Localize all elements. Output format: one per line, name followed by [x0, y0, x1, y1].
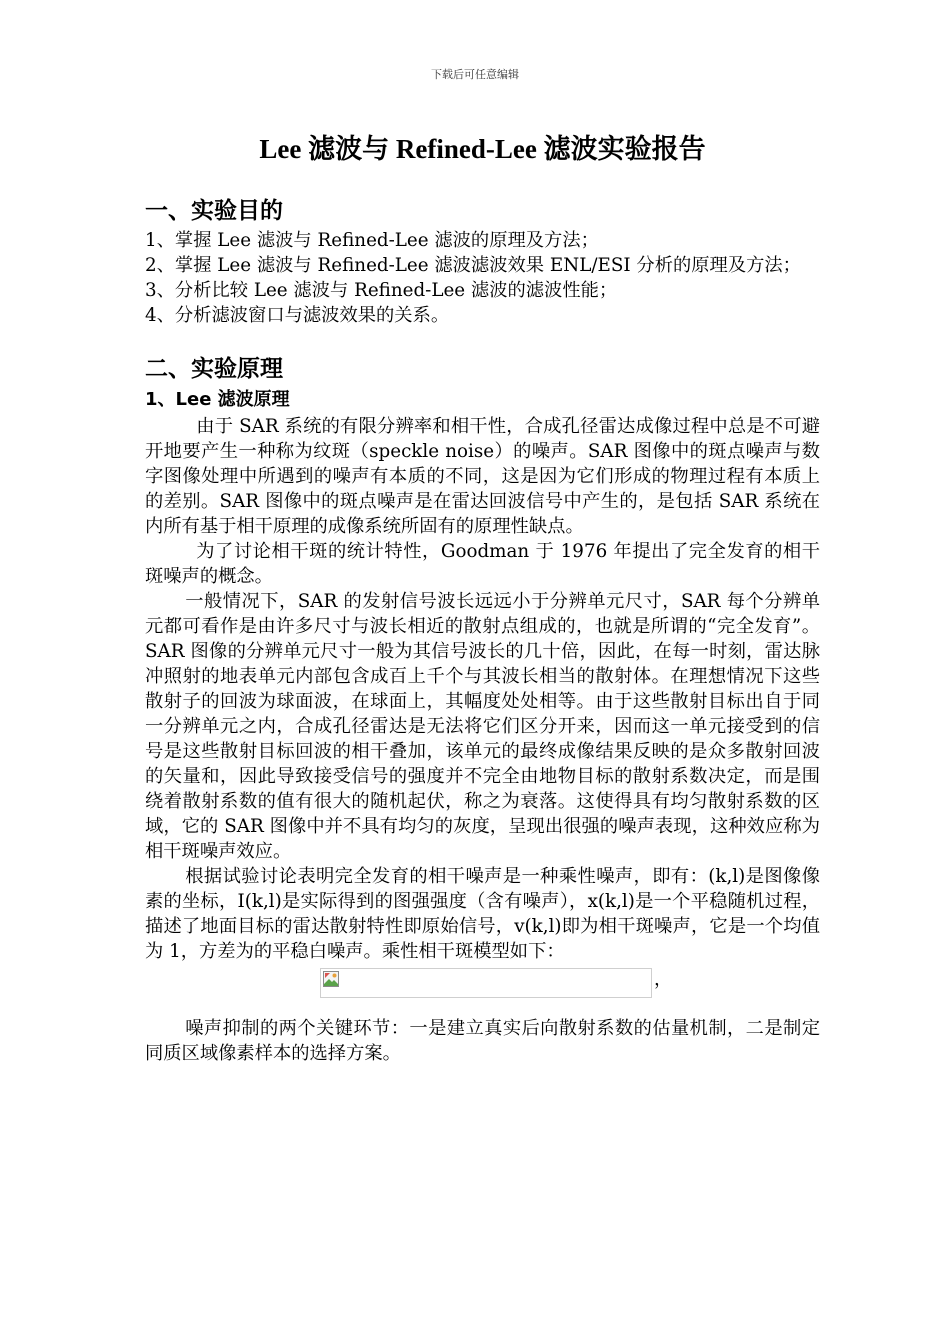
list-item: 3、分析比较 Lee 滤波与 Refined-Lee 滤波的滤波性能；: [145, 280, 618, 301]
purpose-list: [145, 228, 820, 328]
document-body: [145, 128, 820, 1066]
formula-image-placeholder: [320, 968, 652, 998]
document-title: Lee 滤波与 Refined-Lee 滤波实验报告: [259, 134, 706, 164]
paragraph: 为了讨论相干斑的统计特性，Goodman 于 1976 年提出了完全发育的相干斑噪声的概念。: [145, 541, 820, 587]
formula-suffix: ，: [654, 969, 672, 990]
section-heading-purpose: 一、实验目的: [145, 198, 283, 224]
section-heading-principle: 二、实验原理: [145, 356, 283, 382]
paragraph: 由于 SAR 系统的有限分辨率和相干性，合成孔径雷达成像过程中总是不可避开地要产生一种称为纹斑（speckle noise）的噪声。SAR 图像中的斑点噪声与数字图像处理中所遇到的噪声有本质的不同，这是因为它们形成的物理过程有本质上的差别。SAR 图像中的斑点噪声是在雷达回波信号中产生的，是包括 SAR 系统在内所有基于相干原理的成像系统所固有的原理性缺点。: [145, 416, 820, 537]
list-item: 2、掌握 Lee 滤波与 Refined-Lee 滤波滤波效果 ENL/ESI 分析的原理及方法；: [145, 255, 801, 276]
paragraph: 噪声抑制的两个关键环节：一是建立真实后向散射系数的估量机制，二是制定同质区域像素样本的选择方案。: [145, 1018, 820, 1064]
subsection-heading-lee: 1、Lee 滤波原理: [145, 389, 290, 410]
broken-image-icon: [323, 971, 339, 987]
paragraph: 根据试验讨论表明完全发育的相干噪声是一种乘性噪声，即有：(k,l)是图像像素的坐标，I(k,l)是实际得到的图强强度（含有噪声），x(k,l)是一个平稳随机过程，描述了地面目标的雷达散射特性即原始信号，v(k,l)即为相干斑噪声，它是一个均值为 1，方差为的平稳白噪声。乘性相干斑模型如下：: [145, 866, 820, 962]
paragraph: 一般情况下，SAR 的发射信号波长远远小于分辨单元尺寸，SAR 每个分辨单元都可看作是由许多尺寸与波长相近的散射点组成的，也就是所谓的“完全发育”。SAR 图像的分辨单元尺寸一般为其信号波长的几十倍，因此，在每一时刻，雷达脉冲照射的地表单元内部包含成百上千个与其波长相当的散射体。在理想情况下这些散射子的回波为球面波，在球面上，其幅度处处相等。由于这些散射目标出自于同一分辨单元之内，合成孔径雷达是无法将它们区分开来，因而这一单元接受到的信号是这些散射目标回波的相干叠加，该单元的最终成像结果反映的是众多散射回波的矢量和，因此导致接受信号的强度并不完全由地物目标的散射系数决定，而是围绕着散射系数的值有很大的随机起伏，称之为衰落。这使得具有均匀散射系数的区域，它的 SAR 图像中并不具有均匀的灰度，呈现出很强的噪声表现，这种效应称为相干斑噪声效应。: [145, 591, 820, 862]
list-item: 4、分析滤波窗口与滤波效果的关系。: [145, 305, 450, 326]
page-header-note: 下载后可任意编辑: [431, 68, 519, 81]
list-item: 1、掌握 Lee 滤波与 Refined-Lee 滤波的原理及方法；: [145, 230, 599, 251]
formula-row: [145, 968, 820, 1002]
